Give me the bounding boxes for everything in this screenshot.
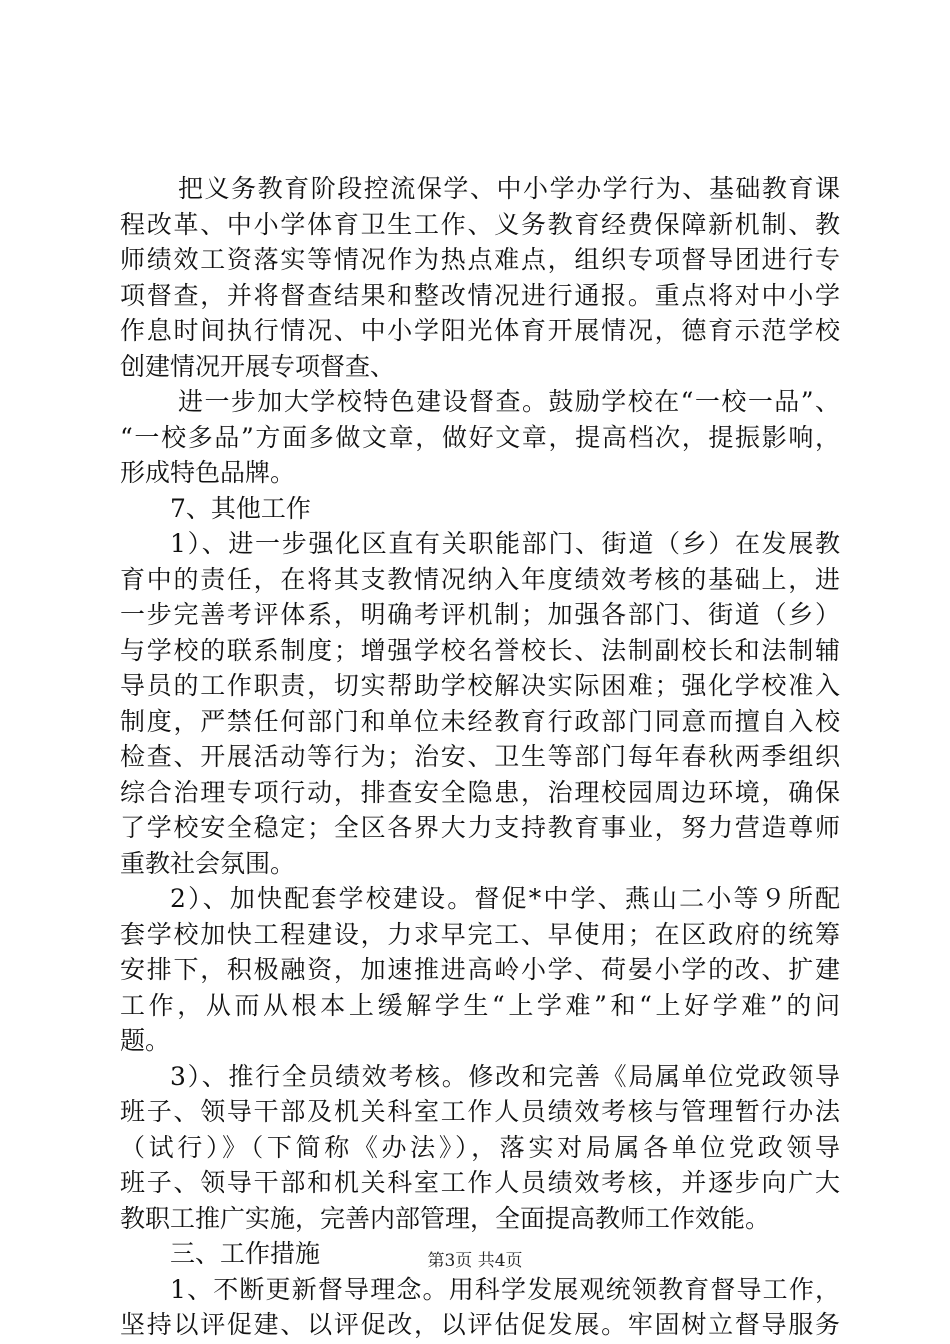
paragraph-line: 坚持以评促建、以评促改，以评估促发展。牢固树立督导服务	[120, 1310, 840, 1339]
paragraph-line: 教职工推广实施，完善内部管理，全面提高教师工作效能。	[120, 1203, 771, 1233]
paragraph-line: 1、不断更新督导理念。用科学发展观统领教育督导工作，	[170, 1274, 840, 1304]
paragraph-line: 题。	[120, 1026, 171, 1055]
paragraph-line: 检查、开展活动等行为；治安、卫生等部门每年春秋两季组织	[120, 742, 840, 771]
paragraph-line: 形成特色品牌。	[120, 458, 296, 487]
paragraph-line: 进一步加大学校特色建设督查。鼓励学校在“一校一品”、	[178, 387, 840, 416]
paragraph-line: 套学校加快工程建设，力求早完工、早使用；在区政府的统筹	[120, 919, 840, 949]
paragraph-line: 一步完善考评体系，明确考评机制；加强各部门、街道（乡）	[120, 600, 840, 629]
paragraph-line: 安排下，积极融资，加速推进高岭小学、荷晏小学的改、扩建	[120, 955, 840, 984]
paragraph-line: 项督查，并将督查结果和整改情况进行通报。重点将对中小学	[120, 280, 840, 310]
paragraph-line: 把义务教育阶段控流保学、中小学办学行为、基础教育课	[178, 174, 840, 203]
paragraph-line: 制度，严禁任何部门和单位未经教育行政部门同意而擅自入校	[120, 706, 840, 736]
paragraph-line: 程改革、中小学体育卫生工作、义务教育经费保障新机制、教	[120, 209, 840, 239]
paragraph-line: 创建情况开展专项督查、	[120, 351, 396, 381]
paragraph-line: 与学校的联系制度；增强学校名誉校长、法制副校长和法制辅	[120, 635, 840, 665]
document-body	[120, 171, 840, 1343]
paragraph-line: 师绩效工资落实等情况作为热点难点，组织专项督导团进行专	[120, 245, 840, 274]
paragraph-line: 班子、领导干部及机关科室工作人员绩效考核与管理暂行办法	[120, 1097, 840, 1126]
page-number-footer: 第3页 共4页	[427, 1251, 523, 1271]
section-heading: 7、其他工作	[170, 493, 311, 523]
paragraph-line: 工作，从而从根本上缓解学生“上学难”和“上好学难”的问	[120, 990, 840, 1020]
paragraph-line: 作息时间执行情况、中小学阳光体育开展情况，德育示范学校	[120, 316, 840, 345]
paragraph-line: 2）、加快配套学校建设。督促*中学、燕山二小等９所配	[170, 884, 840, 913]
paragraph-line: 1）、进一步强化区直有关职能部门、街道（乡）在发展教	[170, 529, 840, 558]
section-heading: 三、工作措施	[170, 1239, 321, 1268]
paragraph-line: 综合治理专项行动，排查安全隐患，治理校园周边环境，确保	[120, 777, 840, 807]
paragraph-line: 重教社会氛围。	[120, 848, 296, 878]
paragraph-line: 3）、推行全员绩效考核。修改和完善《局属单位党政领导	[170, 1061, 840, 1091]
paragraph-line: 了学校安全稳定；全区各界大力支持教育事业，努力营造尊师	[120, 813, 840, 842]
paragraph-line: （试行）》（下简称《办法》），落实对局属各单位党政领导	[120, 1132, 840, 1162]
paragraph-line: 育中的责任，在将其支教情况纳入年度绩效考核的基础上，进	[120, 564, 840, 594]
paragraph-line: “一校多品”方面多做文章，做好文章，提高档次，提振影响，	[120, 422, 840, 452]
paragraph-line: 导员的工作职责，切实帮助学校解决实际困难；强化学校准入	[120, 671, 840, 700]
paragraph-line: 班子、领导干部和机关科室工作人员绩效考核，并逐步向广大	[120, 1168, 840, 1197]
